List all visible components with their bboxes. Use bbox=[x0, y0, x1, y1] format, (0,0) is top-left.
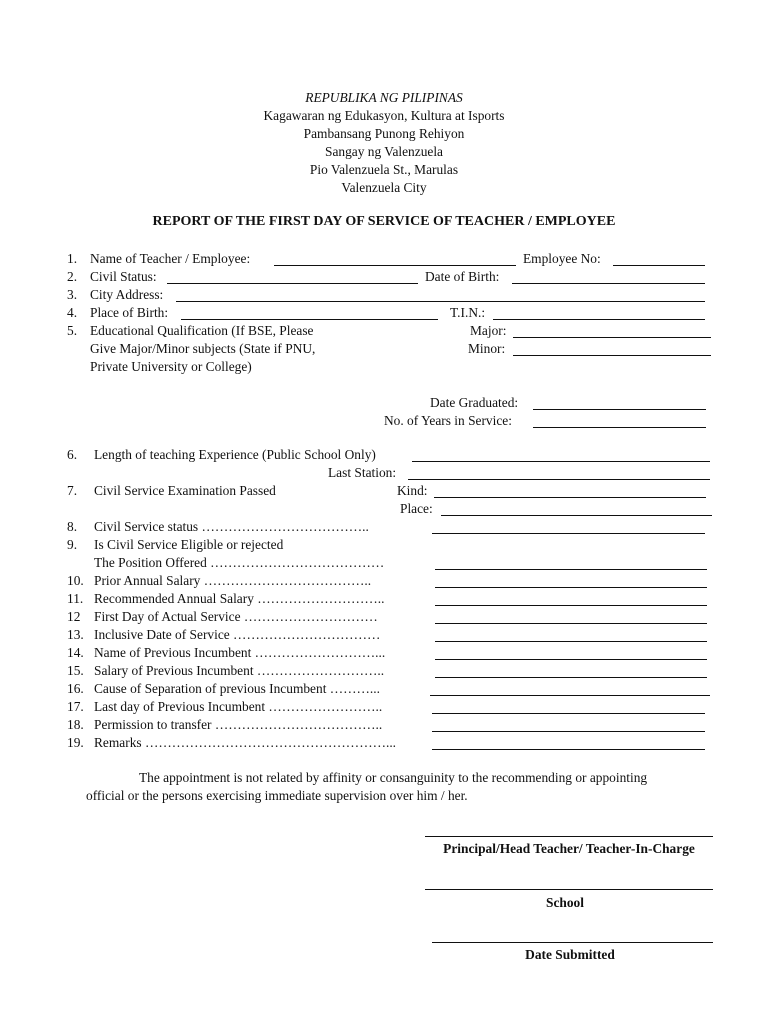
statement-line1: The appointment is not related by affinity or consanguinity to the recommending or appointing bbox=[139, 770, 648, 785]
item-number: 5. bbox=[67, 323, 78, 338]
years-in-service-label: No. of Years in Service: bbox=[384, 413, 512, 428]
separation-cause-label: Cause of Separation of previous Incumbent ………... bbox=[94, 681, 380, 696]
item-number: 9. bbox=[67, 537, 78, 552]
item-number: 12 bbox=[67, 609, 81, 624]
teaching-experience-label: Length of teaching Experience (Public School Only) bbox=[94, 447, 376, 462]
civil-service-status-field[interactable] bbox=[432, 533, 705, 534]
last-station-label: Last Station: bbox=[328, 465, 397, 480]
recommended-salary-label: Recommended Annual Salary ……………………….. bbox=[94, 591, 385, 606]
item-number: 16. bbox=[67, 681, 84, 696]
remarks-label: Remarks ………………………………………………... bbox=[94, 735, 397, 750]
date-graduated-label: Date Graduated: bbox=[430, 395, 519, 410]
previous-incumbent-name-field[interactable] bbox=[435, 659, 707, 660]
item-number: 6. bbox=[67, 447, 78, 462]
date-graduated-field[interactable] bbox=[533, 409, 706, 410]
principal-signature-line[interactable] bbox=[425, 836, 713, 837]
street-address: Pio Valenzuela St., Marulas bbox=[309, 162, 459, 177]
inclusive-date-field[interactable] bbox=[435, 641, 707, 642]
form-title: REPORT OF THE FIRST DAY OF SERVICE OF TEACHER / EMPLOYEE bbox=[152, 214, 616, 229]
position-offered-field[interactable] bbox=[435, 569, 707, 570]
major-label: Major: bbox=[470, 323, 507, 338]
remarks-field[interactable] bbox=[432, 749, 705, 750]
first-day-field[interactable] bbox=[435, 623, 707, 624]
tin-field[interactable] bbox=[493, 319, 705, 320]
division-name: Sangay ng Valenzuela bbox=[325, 144, 443, 159]
major-field[interactable] bbox=[513, 337, 711, 338]
education-label-line2: Give Major/Minor subjects (State if PNU, bbox=[90, 341, 316, 356]
item-number: 3. bbox=[67, 287, 78, 302]
item-number: 18. bbox=[67, 717, 84, 732]
date-of-birth-field[interactable] bbox=[512, 283, 705, 284]
prior-salary-field[interactable] bbox=[435, 587, 707, 588]
last-day-label: Last day of Previous Incumbent …………………….. bbox=[94, 699, 383, 714]
years-in-service-field[interactable] bbox=[533, 427, 706, 428]
item-number: 8. bbox=[67, 519, 78, 534]
minor-label: Minor: bbox=[468, 341, 506, 356]
civil-status-label: Civil Status: bbox=[90, 269, 157, 284]
first-day-label: First Day of Actual Service ………………………… bbox=[94, 609, 378, 624]
recommended-salary-field[interactable] bbox=[435, 605, 707, 606]
transfer-permission-label: Permission to transfer ……………………………….. bbox=[94, 717, 383, 732]
item-number: 15. bbox=[67, 663, 84, 678]
city-address-field[interactable] bbox=[176, 301, 705, 302]
teaching-experience-field[interactable] bbox=[412, 461, 710, 462]
eligible-label-line1: Is Civil Service Eligible or rejected bbox=[94, 537, 284, 552]
item-number: 13. bbox=[67, 627, 84, 642]
item-number: 11. bbox=[67, 591, 84, 606]
item-number: 19. bbox=[67, 735, 84, 750]
transfer-permission-field[interactable] bbox=[432, 731, 705, 732]
name-label: Name of Teacher / Employee: bbox=[90, 251, 251, 266]
item-number: 17. bbox=[67, 699, 84, 714]
item-number: 14. bbox=[67, 645, 84, 660]
kind-field[interactable] bbox=[434, 497, 706, 498]
region-name: Pambansang Punong Rehiyon bbox=[303, 126, 465, 141]
place-field[interactable] bbox=[441, 515, 712, 516]
last-day-field[interactable] bbox=[432, 713, 705, 714]
exam-passed-label: Civil Service Examination Passed bbox=[94, 483, 276, 498]
statement-line2: official or the persons exercising immediate supervision over him / her. bbox=[86, 788, 468, 803]
item-number: 1. bbox=[67, 251, 78, 266]
item-number: 2. bbox=[67, 269, 78, 284]
education-label-line1: Educational Qualification (If BSE, Please bbox=[90, 323, 314, 338]
last-station-field[interactable] bbox=[408, 479, 710, 480]
previous-incumbent-salary-field[interactable] bbox=[435, 677, 707, 678]
item-number: 10. bbox=[67, 573, 84, 588]
eligible-label-line2: The Position Offered ………………………………… bbox=[94, 555, 385, 570]
employee-no-label: Employee No: bbox=[523, 251, 601, 266]
tin-label: T.I.N.: bbox=[450, 305, 486, 320]
inclusive-date-label: Inclusive Date of Service …………………………… bbox=[94, 627, 381, 642]
place-label: Place: bbox=[400, 501, 433, 516]
date-of-birth-label: Date of Birth: bbox=[425, 269, 500, 284]
school-label: School bbox=[546, 895, 584, 910]
name-field[interactable] bbox=[274, 265, 516, 266]
minor-field[interactable] bbox=[513, 355, 711, 356]
kind-label: Kind: bbox=[397, 483, 428, 498]
item-number: 7. bbox=[67, 483, 78, 498]
item-number: 4. bbox=[67, 305, 78, 320]
date-submitted-line[interactable] bbox=[432, 942, 713, 943]
previous-incumbent-salary-label: Salary of Previous Incumbent ……………………….. bbox=[94, 663, 385, 678]
separation-cause-field[interactable] bbox=[430, 695, 710, 696]
civil-service-status-label: Civil Service status ……………………………….. bbox=[94, 519, 369, 534]
prior-salary-label: Prior Annual Salary ……………………………….. bbox=[94, 573, 372, 588]
employee-no-field[interactable] bbox=[613, 265, 705, 266]
city-address-label: City Address: bbox=[90, 287, 164, 302]
civil-status-field[interactable] bbox=[167, 283, 418, 284]
previous-incumbent-name-label: Name of Previous Incumbent ………………………... bbox=[94, 645, 386, 660]
school-signature-line[interactable] bbox=[425, 889, 713, 890]
country-name: REPUBLIKA NG PILIPINAS bbox=[305, 90, 463, 105]
principal-label: Principal/Head Teacher/ Teacher-In-Charge bbox=[443, 841, 695, 856]
education-label-line3: Private University or College) bbox=[90, 359, 252, 374]
date-submitted-label: Date Submitted bbox=[525, 947, 615, 962]
city-name: Valenzuela City bbox=[341, 180, 427, 195]
place-of-birth-label: Place of Birth: bbox=[90, 305, 169, 320]
department-name: Kagawaran ng Edukasyon, Kultura at Isports bbox=[263, 108, 505, 123]
place-of-birth-field[interactable] bbox=[181, 319, 438, 320]
